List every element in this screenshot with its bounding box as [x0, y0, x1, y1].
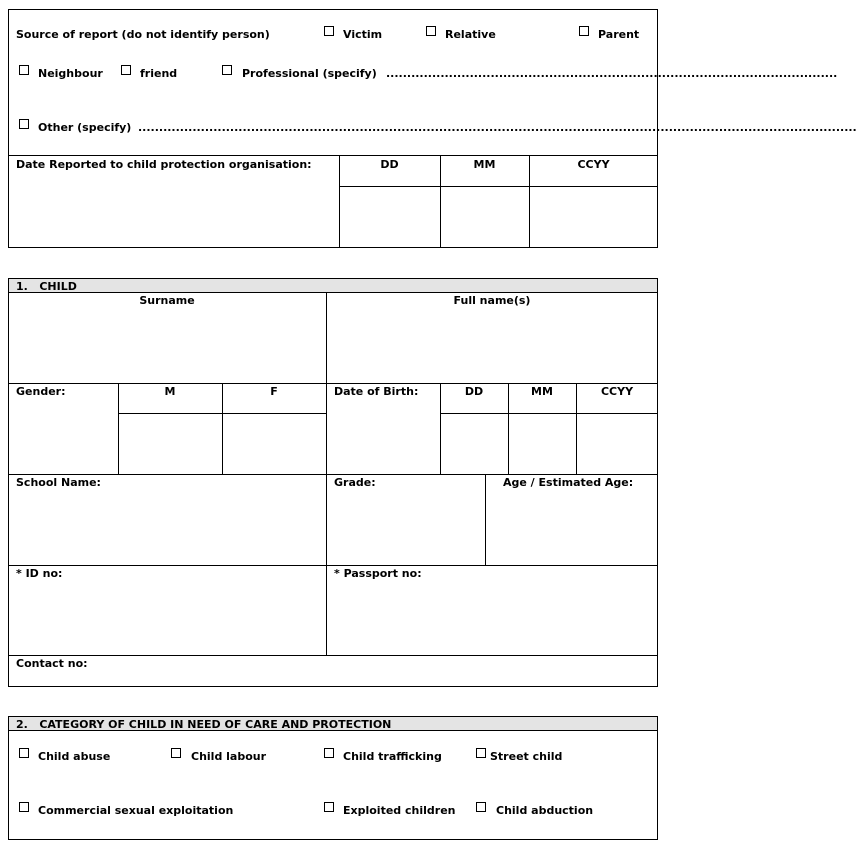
professional-checkbox[interactable] — [222, 65, 232, 75]
dob-dd-header: DD — [464, 385, 484, 398]
street-child-checkbox[interactable] — [476, 748, 486, 758]
school-row-top — [8, 474, 658, 475]
child-section-title: 1. CHILD — [16, 280, 77, 293]
other-label: Other (specify) — [38, 121, 132, 134]
dob-ccyy-input[interactable] — [577, 414, 657, 474]
street-child-label: Street child — [490, 750, 563, 763]
age-label: Age / Estimated Age: — [503, 476, 634, 489]
grade-input[interactable] — [327, 491, 484, 563]
neighbour-checkbox[interactable] — [19, 65, 29, 75]
dob-mm-input[interactable] — [509, 414, 576, 474]
child-abuse-label: Child abuse — [38, 750, 111, 763]
friend-checkbox[interactable] — [121, 65, 131, 75]
surname-label: Surname — [139, 294, 195, 307]
other-checkbox[interactable] — [19, 119, 29, 129]
child-trafficking-label: Child trafficking — [343, 750, 442, 763]
victim-label: Victim — [343, 28, 383, 41]
date-reported-top-border — [8, 155, 658, 156]
full-names-label: Full name(s) — [453, 294, 531, 307]
date-reported-dd-input[interactable] — [340, 187, 440, 247]
date-reported-dd-header: DD — [380, 158, 399, 171]
gender-f-header: F — [270, 385, 278, 398]
passport-no-input[interactable] — [327, 582, 657, 654]
gender-m-input[interactable] — [119, 414, 222, 474]
full-names-input[interactable] — [327, 310, 657, 382]
neighbour-label: Neighbour — [38, 67, 103, 80]
dob-label: Date of Birth: — [334, 385, 419, 398]
date-reported-ccyy-header: CCYY — [577, 158, 610, 171]
child-section-header — [9, 279, 657, 293]
child-labour-label: Child labour — [191, 750, 267, 763]
dob-dd-input[interactable] — [441, 414, 508, 474]
surname-input[interactable] — [9, 310, 325, 382]
exploited-children-label: Exploited children — [343, 804, 456, 817]
dob-ccyy-header: CCYY — [600, 385, 634, 398]
gender-label: Gender: — [16, 385, 66, 398]
grade-label: Grade: — [334, 476, 376, 489]
relative-label: Relative — [445, 28, 496, 41]
school-name-input[interactable] — [9, 491, 325, 563]
child-trafficking-checkbox[interactable] — [324, 748, 334, 758]
category-section-title: 2. CATEGORY OF CHILD IN NEED OF CARE AND PROTECTION — [16, 718, 392, 731]
professional-specify-field[interactable]: ............................................................................................................ — [386, 67, 838, 80]
age-input[interactable] — [486, 491, 657, 563]
dob-mm-header: MM — [531, 385, 553, 398]
child-labour-checkbox[interactable] — [171, 748, 181, 758]
child-abuse-checkbox[interactable] — [19, 748, 29, 758]
friend-label: friend — [140, 67, 178, 80]
id-no-label: * ID no: — [16, 567, 63, 580]
passport-no-label: * Passport no: — [334, 567, 422, 580]
other-specify-field[interactable]: ............................................................................................................................................................................ — [138, 121, 857, 134]
date-reported-ccyy-input[interactable] — [530, 187, 657, 247]
date-reported-mm-header: MM — [473, 158, 496, 171]
gender-row-top — [8, 383, 658, 384]
parent-checkbox[interactable] — [579, 26, 589, 36]
category-section — [8, 716, 658, 840]
date-reported-label: Date Reported to child protection organisation: — [16, 158, 312, 171]
id-no-input[interactable] — [9, 582, 325, 654]
professional-label: Professional (specify) — [242, 67, 377, 80]
victim-checkbox[interactable] — [324, 26, 334, 36]
date-reported-mm-input[interactable] — [441, 187, 529, 247]
gender-f-input[interactable] — [223, 414, 326, 474]
exploited-children-checkbox[interactable] — [324, 802, 334, 812]
source-of-report-label: Source of report (do not identify person) — [16, 28, 270, 41]
gender-m-header: M — [164, 385, 176, 398]
child-abduction-checkbox[interactable] — [476, 802, 486, 812]
commercial-sexual-exploitation-checkbox[interactable] — [19, 802, 29, 812]
commercial-sexual-exploitation-label: Commercial sexual exploitation — [38, 804, 234, 817]
relative-checkbox[interactable] — [426, 26, 436, 36]
contact-no-label: Contact no: — [16, 657, 88, 670]
child-abduction-label: Child abduction — [496, 804, 594, 817]
contact-no-input[interactable] — [90, 656, 656, 686]
school-name-label: School Name: — [16, 476, 101, 489]
parent-label: Parent — [598, 28, 640, 41]
id-row-top — [8, 565, 658, 566]
